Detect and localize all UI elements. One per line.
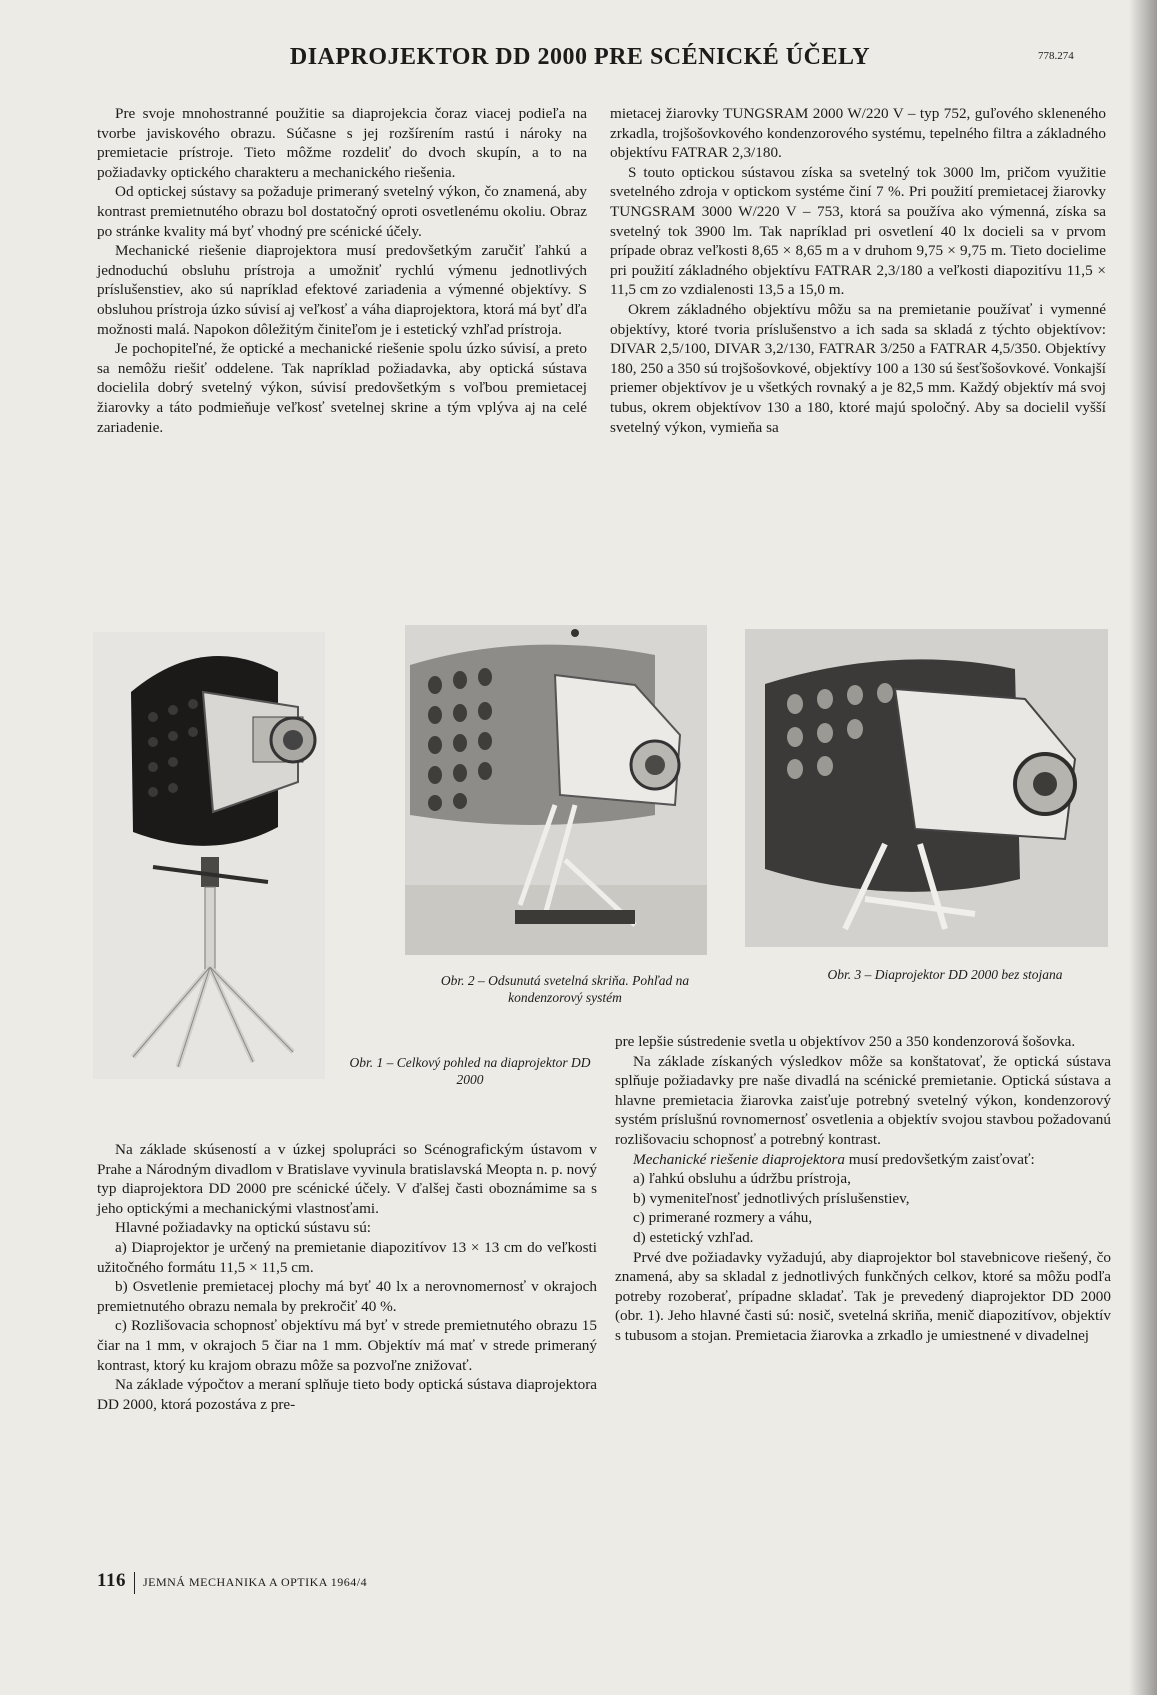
paragraph: S touto optickou sústavou získa sa svetelný tok 3000 lm, pričom využitie svetelného zdroja v optickom systéme činí 7 %. Pri použití premietacej žiarovky TUNGSRAM 3000 W/220 V – 753, ktorá sa používa ako výmenná, získa sa svetelný tok 3900 lm. Tak napríklad pri osvetlení 40 lx docieli sa v prvom prípade obraz veľkosti 8,65 × 8,65 m a v druhom 9,75 × 9,75 m. Tieto docielime pri použití základného objektívu FATRAR 2,3/180 a veľkosti diapozitívu 11,5 × 11,5 cm zo vzdialenosti 13,5 a 15,0 m. (610, 163, 1106, 299)
paragraph: Na základe skúseností a v úzkej spolupráci so Scénografickým ústavom v Prahe a Národným divadlom v Bratislave vyvinula bratislavská Meopta n. p. nový typ diaprojektora DD 2000 pre scénické účely. V ďalšej časti oboznámime sa s jeho optickými a mechanickými vlastnosťami. (97, 1141, 597, 1217)
figure-3-photo (745, 629, 1108, 947)
list-item: c) Rozlišovacia schopnosť objektívu má byť v strede premietnutého obrazu 15 čiar na 1 mm, v okrajoch 5 čiar na 1 mm. Objektív má mať v strede primeraný kontrast, ktorý ku krajom obrazu môže sa pozvoľne znižovať. (97, 1317, 597, 1374)
page-edge-shadow (1129, 0, 1157, 1695)
bottom-right-column (615, 1032, 1111, 1346)
paragraph: Hlavné požiadavky na optickú sústavu sú: (115, 1219, 372, 1237)
paragraph: Od optickej sústavy sa požaduje primeraný svetelný výkon, čo znamená, aby kontrast premietnutého obrazu bol dostatočný oproti osvetlenému okoliu. Obraz po stránke kvality má byť vhodný pre scénické účely. (97, 183, 587, 240)
top-left-column (97, 104, 587, 437)
top-right-column (610, 104, 1106, 437)
open-light-housing-photo (405, 625, 707, 955)
figure-3-caption: Obr. 3 – Diaprojektor DD 2000 bez stojana (827, 967, 1063, 982)
footer-divider (134, 1572, 135, 1594)
projector-on-stand-photo (93, 632, 325, 1079)
article-title: DIAPROJEKTOR DD 2000 PRE SCÉNICKÉ ÚČELY (289, 44, 871, 70)
page-footer (97, 1570, 367, 1594)
figure-1-photo (93, 632, 325, 1079)
paragraph-rest: musí predovšetkým zaisťovať: (845, 1150, 1035, 1168)
list-item: a) Diaprojektor je určený na premietanie diapozitívov 13 × 13 cm do veľkosti užitočného formátu 11,5 × 11,5 cm. (97, 1238, 597, 1276)
page-number: 116 (97, 1570, 126, 1591)
paragraph: Pre svoje mnohostranné použitie sa diaprojekcia čoraz viacej podieľa na tvorbe javiskového obrazu. Súčasne s jej rozšírením rastú i nároky na premietacie prístroje. Tieto môžme rozdeliť do dvoch skupín, a to na požiadavky optického charakteru a mechanického riešenia. (97, 105, 587, 181)
figure-1-caption: Obr. 1 – Celkový pohled na diaprojektor DD 2000 (349, 1055, 591, 1087)
paragraph: Prvé dve požiadavky vyžadujú, aby diaprojektor bol stavebnicove riešený, čo znamená, aby sa skladal z jednotlivých funkčných celkov, ktoré sa môžu podľa potreby rozoberať, prípadne skladať. Tak je prevedený diaprojektor DD 2000 (obr. 1). Jeho hlavné časti sú: nosič, svetelná skriňa, menič diapozitívov, objektív s tubusom a stojan. Premietacia žiarovka a zrkadlo je umiestnené v divadelnej (615, 1248, 1111, 1344)
requirements-list (615, 1169, 1111, 1247)
paragraph: pre lepšie sústredenie svetla u objektívov 250 a 350 kondenzorová šošovka. (615, 1033, 1076, 1050)
list-item: a) ľahkú obsluhu a údržbu prístroja, (633, 1170, 851, 1188)
paragraph: Na základe získaných výsledkov môže sa konštatovať, že optická sústava splňuje požiadavky pre naše divadlá na scénické premietanie. Optická sústava a hlavne premietacia žiarovka zaisťuje potrebný svetelný výkon, kondenzorový systém príslušnú rovnomernosť osvetlenia a objektív svojou stavbou požadovanú rozlišovaciu schopnosť a potrebný kontrast. (615, 1052, 1111, 1148)
list-item: d) estetický vzhľad. (633, 1228, 754, 1246)
projector-without-stand-photo (745, 629, 1108, 947)
list-item: b) vymeniteľnosť jednotlivých príslušenstiev, (633, 1189, 910, 1207)
paragraph: Na základe výpočtov a meraní splňuje tieto body optická sústava diaprojektora DD 2000, ktorá pozostáva z pre- (97, 1376, 597, 1413)
bottom-left-column (97, 1140, 597, 1414)
paragraph: Je pochopiteľné, že optické a mechanické riešenie spolu úzko súvisí, a preto sa nemôžu riešiť oddelene. Tak napríklad požiadavka, aby optická sústava docielila dobrý svetelný výkon, súvisí predovšetkým s voľbou premietacej žiarovky a táto podmieňuje veľkosť svetelnej skrine a tým vplýva aj na celé zariadenie. (97, 340, 587, 436)
journal-name: JEMNÁ MECHANIKA A OPTIKA 1964/4 (142, 1575, 368, 1589)
list-item: b) Osvetlenie premietacej plochy má byť 40 lx a nerovnomernosť v okrajoch premietnutého obrazu nemala by prekročiť 40 %. (97, 1278, 597, 1315)
figure-2-photo (405, 625, 707, 955)
paragraph: Okrem základného objektívu môžu sa na premietanie používať i vymenné objektívy, ktoré tvoria príslušenstvo a ich sada sa skladá z týchto objektívov: DIVAR 2,5/100, DIVAR 3,2/130, FATRAR 3/250 a FATRAR 4,5/350. Objektívy 180, 250 a 350 sú trojšošovkové, objektívy 100 a 130 sú šesťšošovkové. Vonkajší priemer objektívov je u všetkých rovnaký a je 82,5 mm. Každý objektív má svoj tubus, okrem objektívov 130 a 180, ktoré majú spoločný. Aby sa docielil vyšší svetelný výkon, vymieňa sa (610, 300, 1106, 436)
paragraph (615, 1150, 1111, 1170)
udc-code: 778.274 (1038, 50, 1074, 62)
paragraph: Mechanické riešenie diaprojektora musí predovšetkým zaručiť ľahkú a jednoduchú obsluhu prístroja a umožniť rychlú výmenu jednotlivých príslušenstiev, ako sú napríklad efektové zariadenia a výmenné objektívy. S obsluhou prístroja úzko súvisí aj veľkosť a váha diaprojektora, ktorá má byť dľa možnosti malá. Napokon dôležitým činiteľom je i estetický vzhľad prístroja. (97, 242, 587, 338)
list-item: c) primerané rozmery a váhu, (633, 1209, 813, 1227)
italic-phrase: Mechanické riešenie diaprojektora (633, 1150, 845, 1168)
figure-2-caption: Obr. 2 – Odsunutá svetelná skriňa. Pohľad na kondenzorový systém (440, 973, 690, 1005)
paragraph: mietacej žiarovky TUNGSRAM 2000 W/220 V – typ 752, guľového skleneného zrkadla, trojšošovkového kondenzorového systému, tepelného filtra a základného objektívu FATRAR 2,3/180. (610, 105, 1106, 162)
